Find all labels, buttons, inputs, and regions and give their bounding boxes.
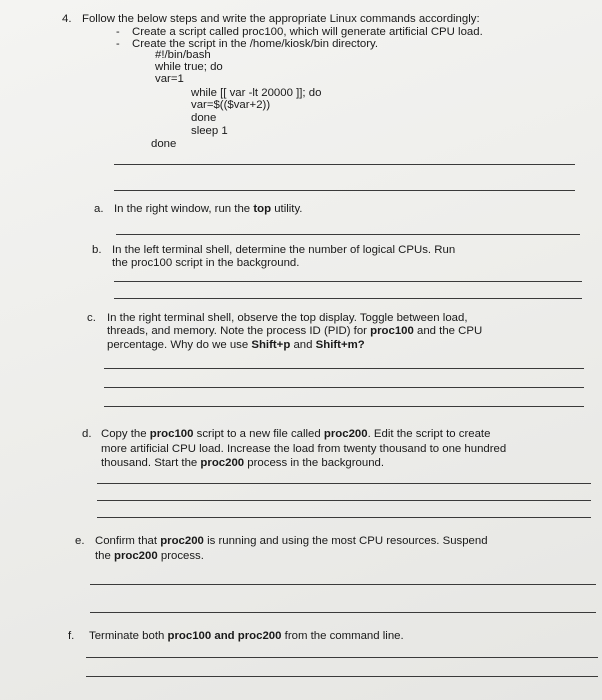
bullet-mark: - [116, 26, 120, 38]
script-line: var=1 [155, 73, 184, 85]
item-d-text-line3: thousand. Start the proc200 process in the background. [101, 457, 385, 469]
item-c-letter: c. [87, 312, 96, 324]
question-intro: Follow the below steps and write the appropriate Linux commands accordingly: [82, 13, 480, 25]
script-line: done [151, 138, 177, 150]
script-line: sleep 1 [191, 125, 228, 137]
item-a-text: In the right window, run the top utility. [114, 203, 303, 215]
item-e-letter: e. [75, 535, 85, 547]
item-f-letter: f. [68, 630, 75, 642]
item-d-text-line1: Copy the proc100 script to a new file called proc200. Edit the script to create [101, 428, 491, 440]
answer-line[interactable] [90, 612, 596, 613]
question-number: 4. [62, 13, 72, 25]
answer-line[interactable] [116, 234, 580, 235]
answer-line[interactable] [104, 387, 584, 388]
answer-line[interactable] [97, 517, 591, 518]
answer-line[interactable] [114, 164, 575, 165]
answer-line[interactable] [97, 483, 591, 484]
script-line: while [[ var -lt 20000 ]]; do [191, 87, 322, 99]
answer-line[interactable] [114, 298, 582, 299]
answer-line[interactable] [114, 190, 575, 191]
script-line: done [191, 112, 217, 124]
item-c-text-line3: percentage. Why do we use Shift+p and Shift+m? [107, 339, 365, 351]
answer-line[interactable] [114, 281, 582, 282]
answer-line[interactable] [86, 657, 598, 658]
answer-line[interactable] [97, 500, 591, 501]
item-e-text-line2: the proc200 process. [95, 550, 204, 562]
answer-line[interactable] [90, 584, 596, 585]
bullet-script-location: Create the script in the /home/kiosk/bin directory. [132, 38, 379, 50]
answer-line[interactable] [86, 676, 598, 677]
answer-line[interactable] [104, 368, 584, 369]
item-b-text-line1: In the left terminal shell, determine the number of logical CPUs. Run [112, 244, 456, 256]
script-line: #!/bin/bash [155, 49, 211, 61]
item-f-text: Terminate both proc100 and proc200 from the command line. [89, 630, 404, 642]
item-e-text-line1: Confirm that proc200 is running and using the most CPU resources. Suspend [95, 535, 488, 547]
script-line: while true; do [155, 61, 223, 73]
item-d-letter: d. [82, 428, 92, 440]
bullet-create-script: Create a script called proc100, which will generate artificial CPU load. [132, 26, 483, 38]
item-c-text-line1: In the right terminal shell, observe the top display. Toggle between load, [107, 312, 468, 324]
item-b-text-line2: the proc100 script in the background. [112, 257, 300, 269]
item-a-letter: a. [94, 203, 104, 215]
answer-line[interactable] [104, 406, 584, 407]
script-line: var=$(($var+2)) [191, 99, 271, 111]
item-b-letter: b. [92, 244, 102, 256]
item-c-text-line2: threads, and memory. Note the process ID (PID) for proc100 and the CPU [107, 325, 483, 337]
item-d-text-line2: more artificial CPU load. Increase the load from twenty thousand to one hundred [101, 443, 507, 455]
bullet-mark: - [116, 38, 120, 50]
